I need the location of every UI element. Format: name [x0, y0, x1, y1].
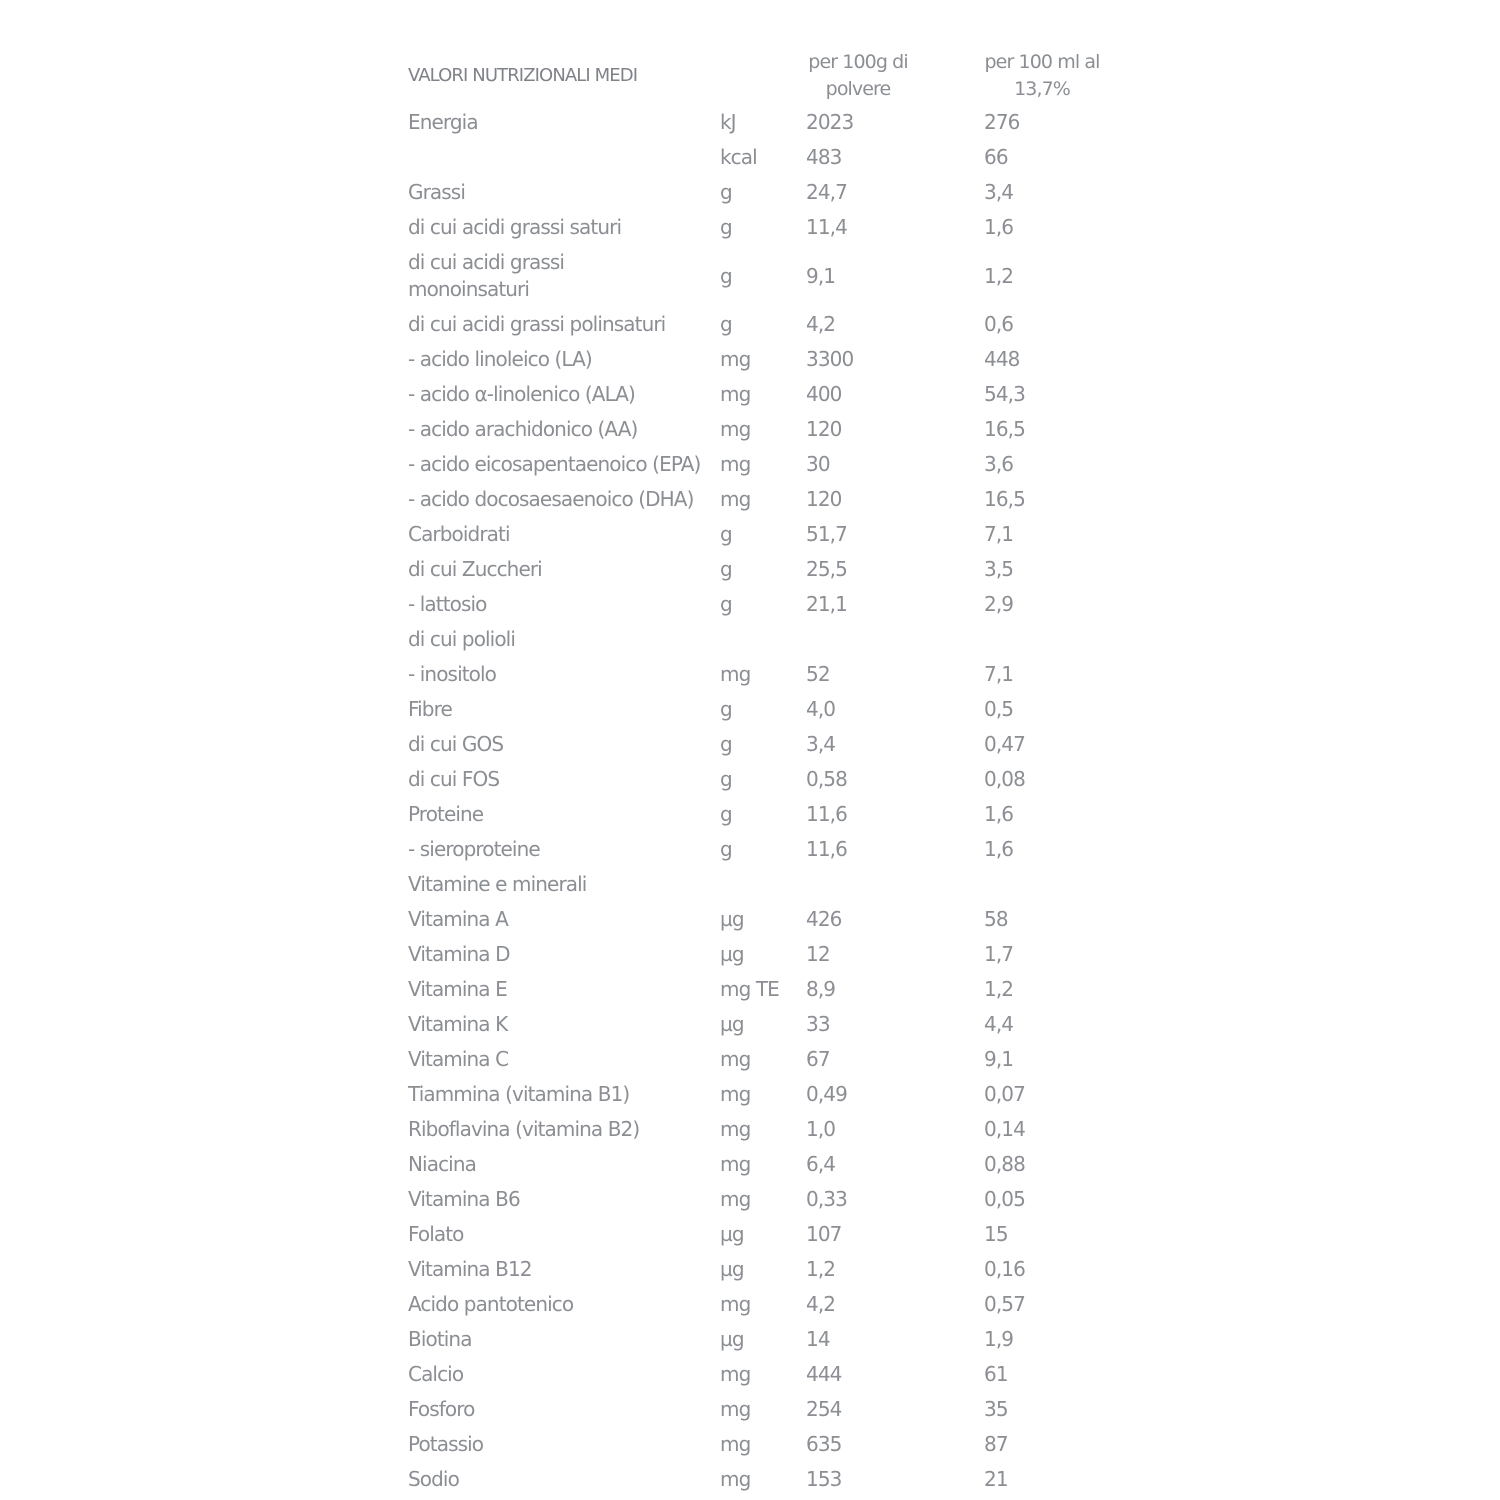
row-value-per-100ml: 54,3: [984, 382, 1025, 406]
table-row: [408, 1078, 1128, 1113]
row-value-per-100g: 51,7: [806, 522, 847, 546]
row-value-per-100g: 24,7: [806, 180, 847, 204]
row-label: Niacina: [408, 1152, 476, 1176]
row-label: Vitamina C: [408, 1047, 509, 1071]
row-value-per-100ml: 58: [984, 907, 1008, 931]
row-value-per-100ml: 0,5: [984, 697, 1014, 721]
row-label: Calcio: [408, 1362, 464, 1386]
row-value-per-100ml: 0,47: [984, 732, 1025, 756]
row-value-per-100g: 33: [806, 1012, 830, 1036]
table-row: [408, 483, 1128, 518]
row-value-per-100g: 9,1: [806, 264, 836, 288]
table-row: [408, 378, 1128, 413]
row-unit: mg: [720, 1047, 751, 1071]
row-label: Fosforo: [408, 1397, 475, 1421]
row-value-per-100ml: 0,14: [984, 1117, 1025, 1141]
row-value-per-100ml: 21: [984, 1467, 1008, 1491]
row-label: Vitamina B6: [408, 1187, 520, 1211]
row-label: Energia: [408, 110, 478, 134]
table-row: [408, 1218, 1128, 1253]
table-row: [408, 246, 1128, 308]
row-value-per-100ml: 61: [984, 1362, 1008, 1386]
row-label: Vitamina D: [408, 942, 510, 966]
row-unit: µg: [720, 907, 744, 931]
row-value-per-100ml: 66: [984, 145, 1008, 169]
row-label: Grassi: [408, 180, 465, 204]
row-value-per-100ml: 2,9: [984, 592, 1014, 616]
row-label: Sodio: [408, 1467, 459, 1491]
column-header-per-100ml: per 100 ml al 13,7%: [984, 51, 1100, 100]
row-unit: mg: [720, 1467, 751, 1491]
row-value-per-100ml: 3,6: [984, 452, 1014, 476]
row-value-per-100ml: 0,57: [984, 1292, 1025, 1316]
row-value-per-100ml: 0,07: [984, 1082, 1025, 1106]
row-value-per-100g: 4,2: [806, 312, 836, 336]
table-row: [408, 1043, 1128, 1078]
row-label: Vitamina E: [408, 977, 507, 1001]
row-label: Biotina: [408, 1327, 472, 1351]
row-unit: µg: [720, 1327, 744, 1351]
row-unit: µg: [720, 1012, 744, 1036]
row-label: - inositolo: [408, 662, 496, 686]
row-value-per-100ml: 0,16: [984, 1257, 1025, 1281]
row-value-per-100g: 107: [806, 1222, 842, 1246]
row-value-per-100ml: 276: [984, 110, 1020, 134]
table-row: [408, 1008, 1128, 1043]
row-label: - acido arachidonico (AA): [408, 417, 638, 441]
row-unit: g: [720, 767, 732, 791]
row-unit: µg: [720, 942, 744, 966]
row-value-per-100ml: 1,6: [984, 215, 1014, 239]
row-value-per-100ml: 1,6: [984, 802, 1014, 826]
row-unit: g: [720, 802, 732, 826]
row-unit: µg: [720, 1222, 744, 1246]
row-value-per-100g: 52: [806, 662, 830, 686]
row-value-per-100ml: 1,6: [984, 837, 1014, 861]
table-row: [408, 868, 1128, 903]
row-value-per-100g: 120: [806, 417, 842, 441]
row-value-per-100g: 1,2: [806, 1257, 836, 1281]
row-label: - sieroproteine: [408, 837, 540, 861]
row-value-per-100ml: 0,88: [984, 1152, 1025, 1176]
row-value-per-100g: 0,58: [806, 767, 847, 791]
row-label: di cui FOS: [408, 767, 500, 791]
row-value-per-100g: 8,9: [806, 977, 836, 1001]
row-label: Folato: [408, 1222, 464, 1246]
row-label: Potassio: [408, 1432, 484, 1456]
row-value-per-100ml: 1,2: [984, 264, 1014, 288]
row-value-per-100ml: 0,6: [984, 312, 1014, 336]
row-value-per-100g: 25,5: [806, 557, 847, 581]
row-unit: mg: [720, 452, 751, 476]
table-row: [408, 1463, 1128, 1498]
row-value-per-100g: 4,2: [806, 1292, 836, 1316]
row-value-per-100ml: 0,08: [984, 767, 1025, 791]
row-value-per-100ml: 16,5: [984, 487, 1025, 511]
row-label: Vitamina K: [408, 1012, 508, 1036]
row-value-per-100g: 3300: [806, 347, 854, 371]
table-row: [408, 623, 1128, 658]
row-value-per-100g: 3,4: [806, 732, 836, 756]
row-value-per-100g: 254: [806, 1397, 842, 1421]
table-row: [408, 1393, 1128, 1428]
row-value-per-100ml: 15: [984, 1222, 1008, 1246]
row-value-per-100ml: 4,4: [984, 1012, 1014, 1036]
row-value-per-100ml: 87: [984, 1432, 1008, 1456]
row-unit: g: [720, 180, 732, 204]
row-label: Acido pantotenico: [408, 1292, 574, 1316]
table-row: [408, 1183, 1128, 1218]
row-value-per-100ml: 448: [984, 347, 1020, 371]
table-row: [408, 553, 1128, 588]
table-row: [408, 588, 1128, 623]
row-unit: µg: [720, 1257, 744, 1281]
table-row: [408, 693, 1128, 728]
row-unit: g: [720, 522, 732, 546]
row-unit: mg: [720, 1432, 751, 1456]
table-row: [408, 798, 1128, 833]
table-row: [408, 763, 1128, 798]
row-value-per-100ml: 1,2: [984, 977, 1014, 1001]
row-unit: kJ: [720, 110, 736, 134]
table-header: [408, 48, 1128, 106]
table-row: [408, 1113, 1128, 1148]
row-unit: g: [720, 732, 732, 756]
nutrition-table: [408, 48, 1128, 1498]
row-value-per-100g: 2023: [806, 110, 854, 134]
table-row: [408, 1428, 1128, 1463]
row-label: Tiammina (vitamina B1): [408, 1082, 630, 1106]
table-row: [408, 518, 1128, 553]
row-label: - acido docosaesaenoico (DHA): [408, 487, 694, 511]
table-row: [408, 413, 1128, 448]
row-value-per-100g: 14: [806, 1327, 830, 1351]
row-unit: mg: [720, 1397, 751, 1421]
row-label: Proteine: [408, 802, 484, 826]
row-value-per-100g: 120: [806, 487, 842, 511]
row-label: - acido linoleico (LA): [408, 347, 592, 371]
table-row: [408, 1288, 1128, 1323]
table-row: [408, 1358, 1128, 1393]
table-row: [408, 1253, 1128, 1288]
table-title: VALORI NUTRIZIONALI MEDI: [408, 65, 638, 86]
row-value-per-100g: 21,1: [806, 592, 847, 616]
row-unit: g: [720, 264, 732, 288]
table-row: [408, 308, 1128, 343]
table-row: [408, 938, 1128, 973]
row-value-per-100ml: 7,1: [984, 662, 1014, 686]
row-label: Vitamina B12: [408, 1257, 532, 1281]
row-label: di cui GOS: [408, 732, 504, 756]
row-label: Fibre: [408, 697, 452, 721]
table-row: [408, 728, 1128, 763]
row-label: di cui polioli: [408, 627, 515, 651]
table-row: [408, 973, 1128, 1008]
row-label: Vitamine e minerali: [408, 872, 587, 896]
row-unit: mg: [720, 382, 751, 406]
row-label: di cui Zuccheri: [408, 557, 542, 581]
row-unit: g: [720, 837, 732, 861]
row-label: di cui acidi grassi monoinsaturi: [408, 250, 565, 301]
table-row: [408, 343, 1128, 378]
row-unit: mg: [720, 417, 751, 441]
row-unit: mg: [720, 1362, 751, 1386]
table-row: [408, 903, 1128, 938]
row-value-per-100g: 635: [806, 1432, 842, 1456]
row-value-per-100ml: 3,4: [984, 180, 1014, 204]
table-row: [408, 658, 1128, 693]
row-value-per-100g: 153: [806, 1467, 842, 1491]
row-label: di cui acidi grassi saturi: [408, 215, 622, 239]
table-row: [408, 176, 1128, 211]
row-unit: mg: [720, 1117, 751, 1141]
row-unit: mg TE: [720, 977, 779, 1001]
table-row: [408, 448, 1128, 483]
row-unit: kcal: [720, 145, 757, 169]
row-value-per-100ml: 9,1: [984, 1047, 1014, 1071]
row-label: - acido α-linolenico (ALA): [408, 382, 635, 406]
row-unit: g: [720, 557, 732, 581]
row-unit: g: [720, 697, 732, 721]
row-value-per-100g: 11,4: [806, 215, 847, 239]
row-value-per-100g: 444: [806, 1362, 842, 1386]
row-value-per-100g: 4,0: [806, 697, 836, 721]
row-unit: g: [720, 215, 732, 239]
table-row: [408, 833, 1128, 868]
row-value-per-100g: 67: [806, 1047, 830, 1071]
row-value-per-100ml: 16,5: [984, 417, 1025, 441]
table-row: [408, 141, 1128, 176]
row-value-per-100g: 1,0: [806, 1117, 836, 1141]
row-value-per-100ml: 35: [984, 1397, 1008, 1421]
row-value-per-100g: 6,4: [806, 1152, 836, 1176]
row-unit: g: [720, 312, 732, 336]
row-value-per-100g: 30: [806, 452, 830, 476]
row-label: Vitamina A: [408, 907, 508, 931]
row-unit: mg: [720, 347, 751, 371]
row-value-per-100g: 12: [806, 942, 830, 966]
row-label: Riboflavina (vitamina B2): [408, 1117, 640, 1141]
row-value-per-100ml: 1,9: [984, 1327, 1014, 1351]
column-header-per-100g: per 100g di polvere: [808, 51, 908, 100]
row-value-per-100g: 483: [806, 145, 842, 169]
row-value-per-100g: 0,49: [806, 1082, 847, 1106]
table-row: [408, 1323, 1128, 1358]
row-value-per-100ml: 3,5: [984, 557, 1014, 581]
table-body: [408, 106, 1128, 1498]
row-unit: mg: [720, 487, 751, 511]
row-value-per-100ml: 1,7: [984, 942, 1014, 966]
row-unit: mg: [720, 662, 751, 686]
row-unit: mg: [720, 1152, 751, 1176]
row-unit: g: [720, 592, 732, 616]
row-unit: mg: [720, 1187, 751, 1211]
row-unit: mg: [720, 1082, 751, 1106]
row-value-per-100ml: 0,05: [984, 1187, 1025, 1211]
row-unit: mg: [720, 1292, 751, 1316]
table-row: [408, 1148, 1128, 1183]
table-row: [408, 106, 1128, 141]
row-value-per-100g: 11,6: [806, 837, 847, 861]
row-value-per-100g: 11,6: [806, 802, 847, 826]
row-label: - acido eicosapentaenoico (EPA): [408, 452, 701, 476]
row-label: di cui acidi grassi polinsaturi: [408, 312, 666, 336]
table-row: [408, 211, 1128, 246]
row-label: - lattosio: [408, 592, 487, 616]
row-value-per-100g: 0,33: [806, 1187, 847, 1211]
row-value-per-100ml: 7,1: [984, 522, 1014, 546]
row-value-per-100g: 400: [806, 382, 842, 406]
row-value-per-100g: 426: [806, 907, 842, 931]
row-label: Carboidrati: [408, 522, 510, 546]
